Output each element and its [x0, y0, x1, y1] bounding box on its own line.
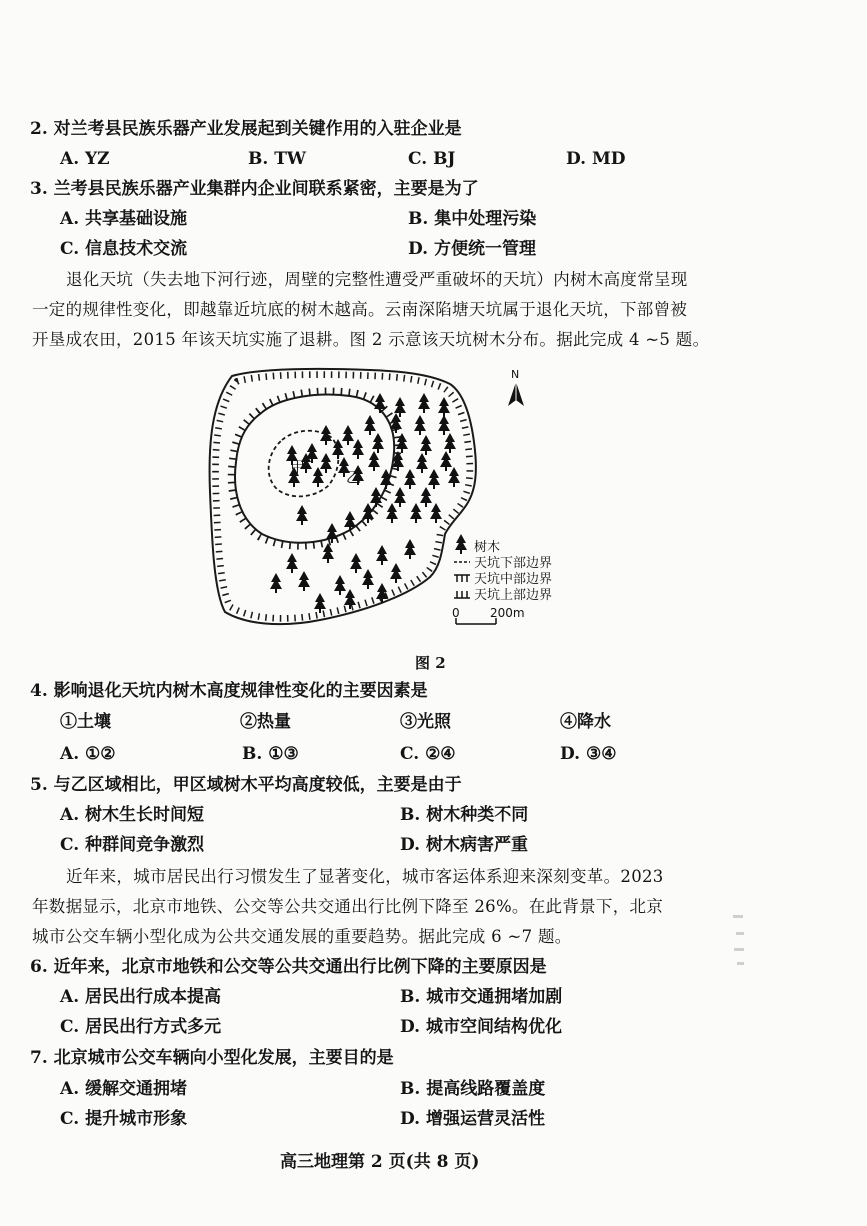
tree-trunk — [419, 431, 421, 435]
tree-trunk — [291, 569, 293, 573]
tree-icon — [390, 563, 402, 579]
tree-icon — [420, 487, 432, 503]
q6-option-a: A. 居民出行成本提高 — [60, 987, 222, 1007]
tree-icon — [270, 573, 282, 589]
q6-option-d: D. 城市空间结构优化 — [400, 1017, 562, 1037]
q4-option-b: B. ①③ — [242, 744, 299, 764]
tree-icon — [438, 397, 450, 413]
passage1-line-1: 退化天坑（失去地下河行迹，周壁的完整性遭受严重破坏的天坑）内树木高度常呈现 — [66, 270, 688, 289]
legend — [452, 534, 552, 624]
tree-icon — [350, 553, 362, 569]
tree-trunk — [357, 455, 359, 459]
page-footer: 高三地理第 2 页(共 8 页) — [280, 1152, 480, 1172]
legend-tree-icon — [455, 534, 467, 554]
tree-trunk — [397, 467, 399, 471]
q6-option-b: B. 城市交通拥堵加剧 — [400, 987, 563, 1007]
tree-trunk — [305, 469, 307, 473]
tree-trunk — [415, 519, 417, 523]
tree-icon — [352, 439, 364, 455]
passage1-line-3: 开垦成农田，2015 年该天坑实施了退耕。图 2 示意该天坑树木分布。据此完成 4 ~5 题。 — [32, 330, 710, 349]
q3-option-b: B. 集中处理污染 — [408, 209, 537, 229]
tree-icon — [394, 397, 406, 413]
tree-icon — [386, 503, 398, 519]
tree-trunk — [449, 449, 451, 453]
legend-middle-symbol — [454, 575, 470, 582]
tree-trunk — [349, 527, 351, 531]
tree-icon — [448, 467, 460, 483]
q7-option-b: B. 提高线路覆盖度 — [400, 1079, 546, 1099]
tree-icon — [370, 487, 382, 503]
tree-trunk — [391, 519, 393, 523]
tree-icon — [376, 545, 388, 561]
tree-icon — [368, 451, 380, 467]
tree-trunk — [425, 503, 427, 507]
tree-icon — [416, 453, 428, 469]
q5-option-c: C. 种群间竞争激烈 — [60, 835, 205, 855]
tree-trunk — [367, 585, 369, 589]
sinkhole-map — [200, 362, 600, 642]
north-arrow-icon — [508, 382, 524, 406]
tree-trunk — [325, 441, 327, 445]
tree-trunk — [327, 559, 329, 563]
q3-option-d: D. 方便统一管理 — [408, 239, 536, 259]
tree-trunk — [347, 441, 349, 445]
tree-icon — [286, 553, 298, 569]
tree-icon — [362, 569, 374, 585]
figure-caption: 图 2 — [415, 654, 446, 672]
tree-trunk — [331, 539, 333, 543]
q5-stem: 5. 与乙区域相比，甲区域树木平均高度较低，主要是由于 — [30, 775, 462, 795]
passage1-line-2: 一定的规律性变化，即越靠近坑底的树木越高。云南深陷塘天坑属于退化天坑，下部曾被 — [32, 300, 688, 319]
tree-icon — [296, 505, 308, 521]
tree-icon — [322, 543, 334, 559]
tree-trunk — [399, 413, 401, 417]
tree-trunk — [293, 483, 295, 487]
tree-icon — [334, 575, 346, 591]
tree-icon — [344, 589, 356, 605]
scan-speck — [737, 962, 744, 965]
legend-middle: 天坑中部边界 — [474, 572, 553, 587]
north-label: N — [511, 368, 520, 381]
tree-trunk — [275, 589, 277, 593]
tree-trunk — [369, 431, 371, 435]
tree-icon — [362, 503, 374, 519]
q3-option-a: A. 共享基础设施 — [60, 209, 188, 229]
tree-icon — [394, 487, 406, 503]
q5-option-d: D. 树木病害严重 — [400, 835, 528, 855]
tree-icon — [418, 393, 430, 409]
middle-boundary-ticks — [231, 391, 397, 546]
tree-icon — [414, 415, 426, 431]
q5-option-b: B. 树木种类不同 — [400, 805, 529, 825]
tree-trunk — [301, 521, 303, 525]
tree-trunk — [373, 467, 375, 471]
tree-trunk — [385, 485, 387, 489]
scan-speck — [733, 915, 743, 918]
tree-trunk — [435, 519, 437, 523]
tree-icon — [438, 415, 450, 431]
passage2-line-3: 城市公交车辆小型化成为公共交通发展的重要趋势。据此完成 6 ~7 题。 — [32, 927, 572, 946]
tree-trunk — [443, 431, 445, 435]
tree-trunk — [325, 469, 327, 473]
scan-speck — [736, 932, 744, 935]
tree-trunk — [395, 429, 397, 433]
tree-trunk — [343, 473, 345, 477]
tree-icon — [444, 433, 456, 449]
tree-icon — [404, 539, 416, 555]
tree-trunk — [445, 467, 447, 471]
q4-factor-3: ③光照 — [400, 712, 451, 732]
tree-icon — [428, 469, 440, 485]
tree-trunk — [339, 591, 341, 595]
q4-option-c: C. ②④ — [400, 744, 456, 764]
tree-icon — [420, 435, 432, 451]
tree-icon — [320, 453, 332, 469]
tree-trunk — [303, 587, 305, 591]
tree-icon — [410, 503, 422, 519]
q7-option-a: A. 缓解交通拥堵 — [60, 1079, 188, 1099]
q7-option-d: D. 增强运营灵活性 — [400, 1109, 545, 1129]
tree-group — [270, 393, 460, 613]
tree-icon — [396, 433, 408, 449]
tree-icon — [364, 415, 376, 431]
tree-trunk — [375, 503, 377, 507]
tree-trunk — [367, 519, 369, 523]
tree-trunk — [401, 449, 403, 453]
tree-trunk — [317, 483, 319, 487]
tree-icon — [430, 503, 442, 519]
tree-trunk — [381, 599, 383, 603]
tree-trunk — [337, 455, 339, 459]
tree-icon — [320, 425, 332, 441]
tree-icon — [344, 511, 356, 527]
q7-stem: 7. 北京城市公交车辆向小型化发展，主要目的是 — [30, 1048, 394, 1068]
tree-icon — [372, 433, 384, 449]
label-yi: 乙 — [346, 468, 362, 486]
q2-stem: 2. 对兰考县民族乐器产业发展起到关键作用的入驻企业是 — [30, 119, 462, 139]
q5-option-a: A. 树木生长时间短 — [60, 805, 205, 825]
legend-lower: 天坑下部边界 — [474, 556, 553, 571]
q6-option-c: C. 居民出行方式多元 — [60, 1017, 222, 1037]
q4-option-d: D. ③④ — [560, 744, 617, 764]
q4-option-a: A. ①② — [60, 744, 116, 764]
tree-trunk — [355, 569, 357, 573]
tree-trunk — [395, 579, 397, 583]
tree-trunk — [409, 485, 411, 489]
scale-zero: 0 — [452, 606, 460, 620]
q4-factor-2: ②热量 — [240, 712, 291, 732]
passage2-line-1: 近年来，城市居民出行习惯发生了显著变化，城市客运体系迎来深刻变革。2023 — [66, 867, 664, 886]
tree-trunk — [377, 449, 379, 453]
label-jia: 甲 — [290, 458, 306, 476]
tree-trunk — [349, 605, 351, 609]
q2-option-c: C. BJ — [408, 149, 456, 169]
tree-trunk — [379, 409, 381, 413]
q4-factor-1: ①土壤 — [60, 712, 111, 732]
tree-icon — [404, 469, 416, 485]
tree-trunk — [425, 451, 427, 455]
q3-stem: 3. 兰考县民族乐器产业集群内企业间联系紧密，主要是为了 — [30, 179, 479, 199]
tree-trunk — [319, 609, 321, 613]
tree-trunk — [433, 485, 435, 489]
scan-speck — [734, 948, 744, 951]
q4-stem: 4. 影响退化天坑内树木高度规律性变化的主要因素是 — [30, 681, 428, 701]
tree-trunk — [311, 459, 313, 463]
q3-option-c: C. 信息技术交流 — [60, 239, 188, 259]
tree-icon — [342, 425, 354, 441]
q4-factor-4: ④降水 — [560, 712, 611, 732]
q2-option-b: B. TW — [248, 149, 306, 169]
passage2-line-2: 年数据显示，北京市地铁、公交等公共交通出行比例下降至 26%。在此背景下，北京 — [32, 897, 664, 916]
legend-upper: 天坑上部边界 — [474, 588, 553, 603]
tree-trunk — [409, 555, 411, 559]
tree-trunk — [421, 469, 423, 473]
tree-trunk — [423, 409, 425, 413]
tree-icon — [326, 523, 338, 539]
q2-option-a: A. YZ — [60, 149, 110, 169]
scale-value: 200m — [490, 606, 525, 620]
tree-trunk — [399, 503, 401, 507]
tree-trunk — [381, 561, 383, 565]
q2-option-d: D. MD — [566, 149, 626, 169]
legend-upper-symbol — [454, 591, 470, 598]
tree-icon — [312, 467, 324, 483]
tree-trunk — [453, 483, 455, 487]
tree-icon — [298, 571, 310, 587]
q7-option-c: C. 提升城市形象 — [60, 1109, 188, 1129]
legend-tree: 树木 — [474, 540, 501, 555]
tree-icon — [440, 451, 452, 467]
tree-icon — [376, 583, 388, 599]
tree-icon — [374, 393, 386, 409]
tree-icon — [314, 593, 326, 609]
q6-stem: 6. 近年来，北京市地铁和公交等公共交通出行比例下降的主要原因是 — [30, 957, 547, 977]
